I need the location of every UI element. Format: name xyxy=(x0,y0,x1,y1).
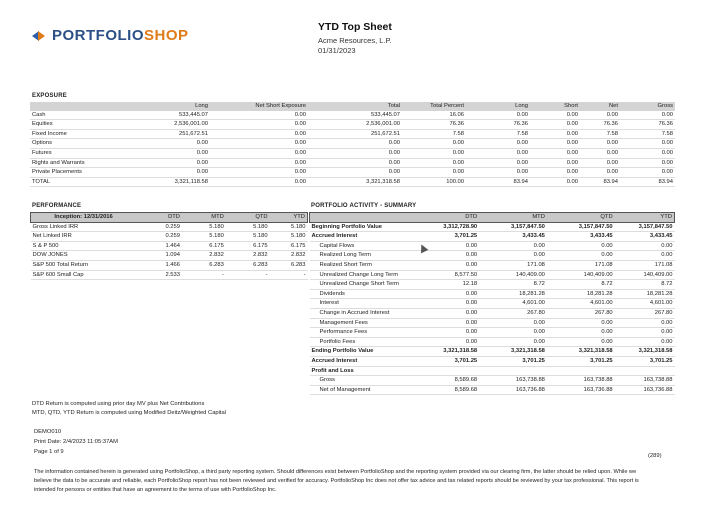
exposure-row xyxy=(30,120,675,130)
value-cell: 3,321,318.58 xyxy=(547,347,615,357)
activity-row xyxy=(310,376,675,386)
value-cell: 0.00 xyxy=(402,148,466,158)
value-cell: 0.00 xyxy=(547,328,615,338)
exposure-row xyxy=(30,158,675,168)
value-cell: 0.00 xyxy=(419,241,479,251)
value-cell: 0.00 xyxy=(210,139,308,149)
value-cell: 0.00 xyxy=(210,177,308,187)
row-label: Interest xyxy=(310,299,420,309)
value-cell: 0.00 xyxy=(615,241,675,251)
column-header: YTD xyxy=(293,214,305,220)
value-cell: 0.00 xyxy=(308,168,402,178)
value-cell: 76.36 xyxy=(580,120,620,130)
value-cell: 0.00 xyxy=(466,111,530,120)
activity-row xyxy=(310,241,675,251)
activity-row xyxy=(310,385,675,395)
exposure-row xyxy=(30,111,675,120)
value-cell: 8.72 xyxy=(615,280,675,290)
row-label: S & P 500 xyxy=(31,241,137,251)
value-cell: 3,701.25 xyxy=(419,232,479,242)
value-cell: 0.00 xyxy=(308,158,402,168)
value-cell: 6.175 xyxy=(270,241,308,251)
value-cell: 0.00 xyxy=(210,129,308,139)
value-cell: 1.094 xyxy=(136,251,182,261)
value-cell: 3,433.45 xyxy=(547,232,615,242)
performance-table xyxy=(30,212,308,280)
column-header xyxy=(310,213,420,223)
value-cell: 0.00 xyxy=(615,318,675,328)
value-cell: 3,701.25 xyxy=(615,356,675,366)
value-cell: 4,601.00 xyxy=(547,299,615,309)
value-cell: 171.08 xyxy=(479,260,547,270)
inception-date: Inception: 12/31/2016 xyxy=(54,214,113,220)
row-label: Unrealized Change Short Term xyxy=(310,280,420,290)
activity-row xyxy=(310,260,675,270)
value-cell: 0.00 xyxy=(308,139,402,149)
column-header: DTD xyxy=(168,214,180,220)
value-cell: 0.00 xyxy=(479,241,547,251)
value-cell: 0.00 xyxy=(419,260,479,270)
disclaimer-text: The information contained herein is generated using PortfolioShop, a third party reporting system. Should differences exist between PortfolioShop and the reporting system provided via our clearing firm, the latter should be relied upon. While we believe the data to be accurate and reliable, each PortfolioShop report has not been reviewed and verified for accuracy. PortfolioShop Inc does not offer tax advice and tax related reports should be reviewed by your tax professional. This report is intended for persons or entities that have an agreement to the terms of use with PortfolioShop Inc. xyxy=(34,469,639,493)
value-cell: 83.94 xyxy=(466,177,530,187)
value-cell: 2,536,001.00 xyxy=(308,120,402,130)
value-cell: 2.832 xyxy=(270,251,308,261)
activity-row xyxy=(310,337,675,347)
value-cell: 0.00 xyxy=(110,168,210,178)
value-cell: 171.08 xyxy=(615,260,675,270)
column-header: Total xyxy=(387,103,400,109)
value-cell: 16.06 xyxy=(402,111,466,120)
value-cell: 76.36 xyxy=(466,120,530,130)
column-header: DTD xyxy=(465,214,478,220)
value-cell: 0.259 xyxy=(136,222,182,232)
row-label: Change in Accrued Interest xyxy=(310,308,420,318)
value-cell: 0.00 xyxy=(530,111,580,120)
value-cell: 0.00 xyxy=(530,158,580,168)
value-cell: 0.00 xyxy=(580,111,620,120)
row-label: Dividends xyxy=(310,289,420,299)
value-cell: 533,445.07 xyxy=(308,111,402,120)
value-cell: 163,738.88 xyxy=(547,376,615,386)
logo-word-shop: SHOP xyxy=(144,27,189,44)
value-cell: 0.00 xyxy=(419,289,479,299)
value-cell xyxy=(615,366,675,376)
value-cell: 4,601.00 xyxy=(479,299,547,309)
value-cell: 5.180 xyxy=(226,232,270,242)
value-cell: 0.00 xyxy=(479,251,547,261)
exposure-row xyxy=(30,177,675,187)
row-label: Portfolio Fees xyxy=(310,337,420,347)
print-date: Print Date: 2/4/2023 11:05:37AM xyxy=(34,439,119,445)
value-cell: 0.00 xyxy=(580,139,620,149)
value-cell: 5.180 xyxy=(270,232,308,242)
value-cell xyxy=(479,366,547,376)
value-cell: 0.00 xyxy=(530,139,580,149)
value-cell: 0.00 xyxy=(402,158,466,168)
value-cell: 2,536,001.00 xyxy=(110,120,210,130)
exposure-row xyxy=(30,168,675,178)
value-cell: 8,577.50 xyxy=(419,270,479,280)
value-cell: 0.00 xyxy=(210,148,308,158)
value-cell: 0.00 xyxy=(620,139,675,149)
portfolioshop-logo xyxy=(32,27,189,44)
value-cell: 0.00 xyxy=(530,148,580,158)
value-cell: 6.175 xyxy=(182,241,226,251)
value-cell: 76.36 xyxy=(620,120,675,130)
value-cell: 0.00 xyxy=(547,251,615,261)
value-cell: 0.00 xyxy=(620,148,675,158)
performance-row xyxy=(31,232,308,242)
value-cell xyxy=(547,366,615,376)
value-cell: 0.00 xyxy=(210,168,308,178)
exposure-row xyxy=(30,148,675,158)
value-cell: 0.00 xyxy=(620,168,675,178)
row-label: Fixed Income xyxy=(30,129,110,139)
value-cell: 140,409.00 xyxy=(547,270,615,280)
value-cell: 3,701.25 xyxy=(479,356,547,366)
value-cell: 100.00 xyxy=(402,177,466,187)
value-cell: 5.180 xyxy=(270,222,308,232)
value-cell: 3,157,847.50 xyxy=(547,222,615,232)
value-cell: 0.00 xyxy=(419,251,479,261)
row-label: Gross Linked IRR xyxy=(31,222,137,232)
exposure-section-label: EXPOSURE xyxy=(32,93,67,99)
value-cell: 8.72 xyxy=(479,280,547,290)
value-cell: 0.00 xyxy=(547,241,615,251)
value-cell: 140,409.00 xyxy=(479,270,547,280)
row-label: Performance Fees xyxy=(310,328,420,338)
value-cell: 6.283 xyxy=(182,260,226,270)
value-cell: 7.58 xyxy=(620,129,675,139)
activity-section-label: PORTFOLIO ACTIVITY - SUMMARY xyxy=(311,203,417,209)
value-cell: 5.180 xyxy=(182,232,226,242)
row-label: Unrealized Change Long Term xyxy=(310,270,420,280)
row-label: Private Placements xyxy=(30,168,110,178)
value-cell: 3,157,847.50 xyxy=(615,222,675,232)
performance-row xyxy=(31,222,308,232)
value-cell: 0.00 xyxy=(466,139,530,149)
value-cell: 3,321,318.58 xyxy=(615,347,675,357)
value-cell: 3,157,847.50 xyxy=(479,222,547,232)
activity-row xyxy=(310,232,675,242)
row-label: Net of Management xyxy=(310,385,420,395)
value-cell: 0.00 xyxy=(479,318,547,328)
value-cell: 140,409.00 xyxy=(615,270,675,280)
value-cell: 0.00 xyxy=(479,328,547,338)
logo-arrows-icon xyxy=(32,28,48,44)
performance-row xyxy=(31,270,308,280)
value-cell: 0.00 xyxy=(580,158,620,168)
row-label: Gross xyxy=(310,376,420,386)
value-cell: 0.00 xyxy=(308,148,402,158)
row-label: Equities xyxy=(30,120,110,130)
value-cell: 6.175 xyxy=(226,241,270,251)
client-name: Acme Resources, L.P. xyxy=(318,36,392,45)
value-cell: 0.00 xyxy=(580,148,620,158)
value-cell xyxy=(419,366,479,376)
column-header: YTD xyxy=(660,214,672,220)
value-cell: 0.00 xyxy=(530,177,580,187)
row-label: Futures xyxy=(30,148,110,158)
value-cell: 0.00 xyxy=(547,337,615,347)
value-cell: 0.00 xyxy=(580,168,620,178)
performance-row xyxy=(31,251,308,261)
value-cell: 18,281.28 xyxy=(479,289,547,299)
value-cell: 0.00 xyxy=(419,308,479,318)
activity-row xyxy=(310,356,675,366)
value-cell: 3,312,728.90 xyxy=(419,222,479,232)
row-label: Realized Short Term xyxy=(310,260,420,270)
row-label: DOW JONES xyxy=(31,251,137,261)
row-label: Management Fees xyxy=(310,318,420,328)
value-cell: 0.00 xyxy=(620,111,675,120)
value-cell: 2.832 xyxy=(226,251,270,261)
value-cell: 0.00 xyxy=(466,168,530,178)
column-header: Net Short Exposure xyxy=(255,103,306,109)
dtd-return-note: DTD Return is computed using prior day MV plus Net Contributions xyxy=(32,401,205,407)
value-cell: 267.80 xyxy=(615,308,675,318)
value-cell: 0.00 xyxy=(419,328,479,338)
value-cell: 3,321,318.58 xyxy=(479,347,547,357)
value-cell: - xyxy=(226,270,270,280)
value-cell: 76.36 xyxy=(402,120,466,130)
column-header: Long xyxy=(515,103,528,109)
mtd-return-note: MTD, QTD, YTD Return is computed using Modified Deitz/Weighted Capital xyxy=(32,410,227,416)
account-id: DEMO010 xyxy=(34,429,62,435)
activity-row xyxy=(310,299,675,309)
value-cell: 7.58 xyxy=(580,129,620,139)
value-cell: 533,445.07 xyxy=(110,111,210,120)
value-cell: 163,738.88 xyxy=(615,376,675,386)
logo-word-portfolio: PORTFOLIO xyxy=(52,27,144,44)
value-cell: 2.832 xyxy=(182,251,226,261)
value-cell: 8.72 xyxy=(547,280,615,290)
row-label: Profit and Loss xyxy=(310,366,420,376)
value-cell: 0.00 xyxy=(466,158,530,168)
value-cell: 251,672.51 xyxy=(308,129,402,139)
value-cell: 0.00 xyxy=(210,120,308,130)
performance-section-label: PERFORMANCE xyxy=(32,203,82,209)
value-cell: 267.80 xyxy=(547,308,615,318)
value-cell: 0.00 xyxy=(530,129,580,139)
value-cell: 163,736.88 xyxy=(615,385,675,395)
value-cell: 0.00 xyxy=(615,251,675,261)
page-number-code: (289) xyxy=(648,453,662,459)
value-cell: 3,701.25 xyxy=(419,356,479,366)
value-cell: 0.00 xyxy=(479,337,547,347)
value-cell: 0.00 xyxy=(402,168,466,178)
activity-row xyxy=(310,270,675,280)
exposure-table xyxy=(30,102,675,187)
value-cell: 6.283 xyxy=(226,260,270,270)
value-cell: 1.466 xyxy=(136,260,182,270)
row-label: Cash xyxy=(30,111,110,120)
value-cell: 0.259 xyxy=(136,232,182,242)
value-cell: 6.283 xyxy=(270,260,308,270)
value-cell: 267.80 xyxy=(479,308,547,318)
performance-row xyxy=(31,260,308,270)
row-label: Accrued Interest xyxy=(310,232,420,242)
value-cell: 0.00 xyxy=(210,158,308,168)
column-header: Total Percent xyxy=(430,103,464,109)
exposure-row xyxy=(30,139,675,149)
value-cell: 0.00 xyxy=(530,168,580,178)
value-cell: 83.94 xyxy=(620,177,675,187)
value-cell: 0.00 xyxy=(530,120,580,130)
page-indicator: Page 1 of 9 xyxy=(34,449,64,455)
value-cell: 5.180 xyxy=(182,222,226,232)
report-date: 01/31/2023 xyxy=(318,46,356,55)
column-header: QTD xyxy=(255,214,268,220)
value-cell: 3,701.25 xyxy=(547,356,615,366)
activity-row xyxy=(310,366,675,376)
value-cell: 8,589.68 xyxy=(419,385,479,395)
value-cell: 83.94 xyxy=(580,177,620,187)
value-cell: 251,672.51 xyxy=(110,129,210,139)
exposure-row xyxy=(30,129,675,139)
value-cell: 0.00 xyxy=(620,158,675,168)
row-label: Options xyxy=(30,139,110,149)
row-label: Ending Portfolio Value xyxy=(310,347,420,357)
value-cell: 0.00 xyxy=(615,337,675,347)
activity-row xyxy=(310,318,675,328)
performance-row xyxy=(31,241,308,251)
value-cell: 0.00 xyxy=(402,139,466,149)
value-cell: 3,321,318.58 xyxy=(308,177,402,187)
value-cell: 7.58 xyxy=(466,129,530,139)
value-cell: 0.00 xyxy=(210,111,308,120)
value-cell: 3,433.45 xyxy=(479,232,547,242)
column-header: Short xyxy=(564,103,578,109)
column-header: MTD xyxy=(532,214,545,220)
value-cell: 18,281.28 xyxy=(615,289,675,299)
value-cell: 0.00 xyxy=(466,148,530,158)
value-cell: 3,321,318.58 xyxy=(419,347,479,357)
row-label: Rights and Warrants xyxy=(30,158,110,168)
value-cell: 163,738.88 xyxy=(479,376,547,386)
value-cell: 171.08 xyxy=(547,260,615,270)
row-label: TOTAL xyxy=(30,177,110,187)
value-cell: 8,589.68 xyxy=(419,376,479,386)
activity-row xyxy=(310,280,675,290)
activity-row xyxy=(310,222,675,232)
value-cell: 0.00 xyxy=(419,337,479,347)
value-cell: 0.00 xyxy=(419,299,479,309)
value-cell: 12.18 xyxy=(419,280,479,290)
value-cell: 0.00 xyxy=(419,318,479,328)
activity-row xyxy=(310,347,675,357)
row-label: Net Linked IRR xyxy=(31,232,137,242)
activity-row xyxy=(310,328,675,338)
value-cell: 3,433.45 xyxy=(615,232,675,242)
value-cell: 18,281.28 xyxy=(547,289,615,299)
value-cell: - xyxy=(270,270,308,280)
column-header xyxy=(30,102,110,111)
value-cell: 2.533 xyxy=(136,270,182,280)
column-header: Gross xyxy=(657,103,673,109)
row-label: Capital Flows xyxy=(310,241,420,251)
value-cell: 163,736.88 xyxy=(479,385,547,395)
activity-row xyxy=(310,308,675,318)
value-cell: 0.00 xyxy=(615,328,675,338)
value-cell: 0.00 xyxy=(110,158,210,168)
column-header: QTD xyxy=(600,214,613,220)
column-header: MTD xyxy=(211,214,224,220)
activity-table xyxy=(309,212,675,395)
column-header: Long xyxy=(195,103,208,109)
value-cell: 0.00 xyxy=(110,139,210,149)
activity-row xyxy=(310,289,675,299)
activity-row xyxy=(310,251,675,261)
value-cell: 0.00 xyxy=(110,148,210,158)
row-label: Realized Long Term xyxy=(310,251,420,261)
value-cell: 1.464 xyxy=(136,241,182,251)
value-cell: 163,736.88 xyxy=(547,385,615,395)
row-label: S&P 500 Total Return xyxy=(31,260,137,270)
column-header: Net xyxy=(608,103,618,109)
report-title: YTD Top Sheet xyxy=(318,21,392,33)
row-label: Beginning Portfolio Value xyxy=(310,222,420,232)
value-cell: 5.180 xyxy=(226,222,270,232)
value-cell: 0.00 xyxy=(547,318,615,328)
value-cell: - xyxy=(182,270,226,280)
value-cell: 3,321,118.58 xyxy=(110,177,210,187)
row-label: S&P 600 Small Cap xyxy=(31,270,137,280)
row-label: Accrued Interest xyxy=(310,356,420,366)
value-cell: 4,601.00 xyxy=(615,299,675,309)
value-cell: 7.58 xyxy=(402,129,466,139)
